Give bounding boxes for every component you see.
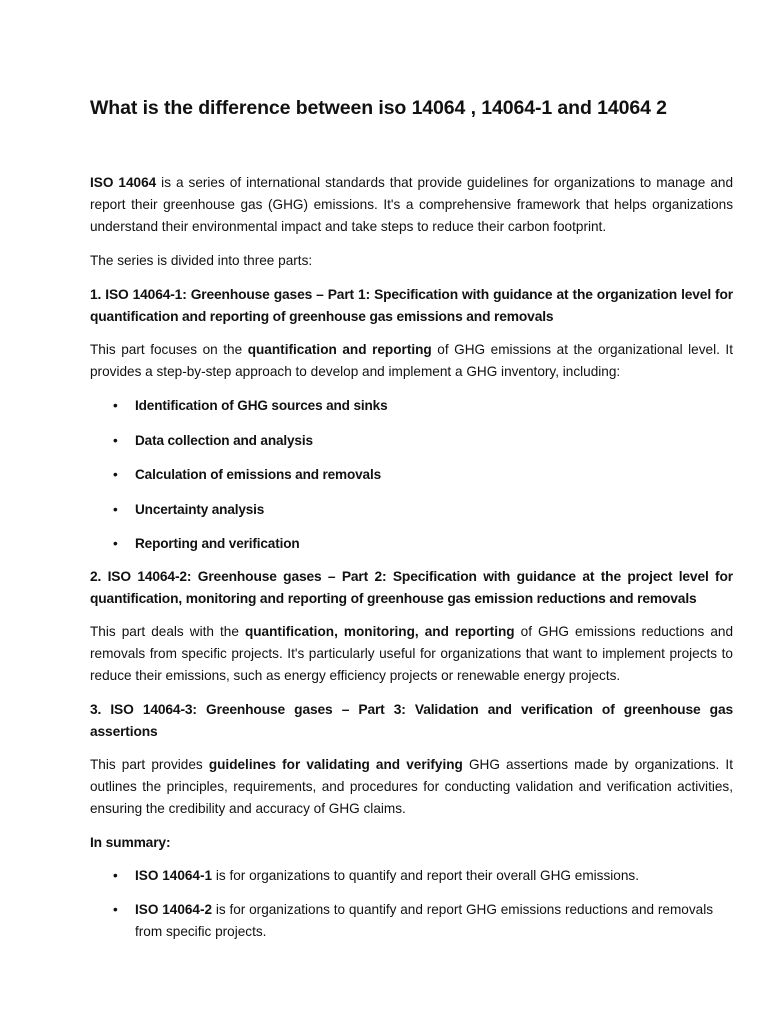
part3-desc-post: GHG assertions made by organizations. It outlines the principles, requirements, and procedures for conducting validation and verification activities, ensuring the credibility and accuracy of GHG claims.: [90, 757, 733, 817]
summary-term: ISO 14064-1: [135, 868, 213, 884]
part1-desc-bold: quantification and reporting: [247, 342, 432, 357]
part3-description: [90, 754, 733, 820]
intro-term: ISO 14064: [90, 175, 157, 190]
list-item: • Uncertainty analysis: [90, 499, 733, 521]
part3-desc-pre: This part provides: [90, 757, 209, 773]
part2-desc-pre: This part deals with the: [90, 624, 245, 640]
part2-desc-post: of GHG emissions reductions and removals from specific projects. It's particularly useful for organizations that want to implement projects to reduce their emissions, such as energy efficiency projects or renewable energy projects.: [90, 624, 734, 684]
summary-term: ISO 14064-2: [135, 902, 213, 918]
part1-desc-pre: This part focuses on the: [90, 342, 248, 357]
list-item: • Identification of GHG sources and sinks: [90, 395, 733, 417]
list-item: • Reporting and verification: [90, 533, 733, 555]
intro-text: is a series of international standards that provide guidelines for organizations to manage and report their greenhouse gas (GHG) emissions. It's a comprehensive framework that helps organizations understand their environmental impact and take steps to reduce their carbon footprint.: [90, 175, 733, 234]
document-body: [90, 172, 733, 955]
list-item: • Calculation of emissions and removals: [90, 464, 733, 486]
intro-paragraph: [90, 172, 733, 238]
part2-desc-bold: quantification, monitoring, and reporting: [244, 624, 515, 640]
summary-text: is for organizations to quantify and report GHG emissions reductions and removals from specific projects.: [135, 902, 714, 940]
summary-heading: In summary:: [90, 835, 171, 851]
part2-description: [90, 621, 733, 687]
document-title: What is the difference between iso 14064 , 14064-1 and 14064 2: [90, 97, 667, 119]
part1-desc-post: of GHG emissions at the organizational level. It provides a step-by-step approach to develop and implement a GHG inventory, including:: [90, 342, 733, 379]
list-item: [90, 899, 733, 943]
part2-heading: 2. ISO 14064-2: Greenhouse gases – Part 2: Specification with guidance at the project level for quantification, monitoring and reporting of greenhouse gas emission reductions and removals: [90, 569, 733, 607]
list-item: [90, 865, 733, 887]
part3-heading: 3. ISO 14064-3: Greenhouse gases – Part 3: Validation and verification of greenhouse gas assertions: [90, 702, 733, 740]
part1-list: [90, 395, 733, 555]
summary-list: [90, 865, 733, 943]
list-item: • Data collection and analysis: [90, 430, 733, 452]
series-intro: The series is divided into three parts:: [90, 253, 313, 268]
summary-text: is for organizations to quantify and report their overall GHG emissions.: [212, 868, 639, 884]
part1-heading: 1. ISO 14064-1: Greenhouse gases – Part 1: Specification with guidance at the organization level for quantification and reporting of greenhouse gas emissions and removals: [90, 287, 733, 324]
part3-desc-bold: guidelines for validating and verifying: [208, 757, 463, 773]
part1-description: [90, 339, 733, 383]
